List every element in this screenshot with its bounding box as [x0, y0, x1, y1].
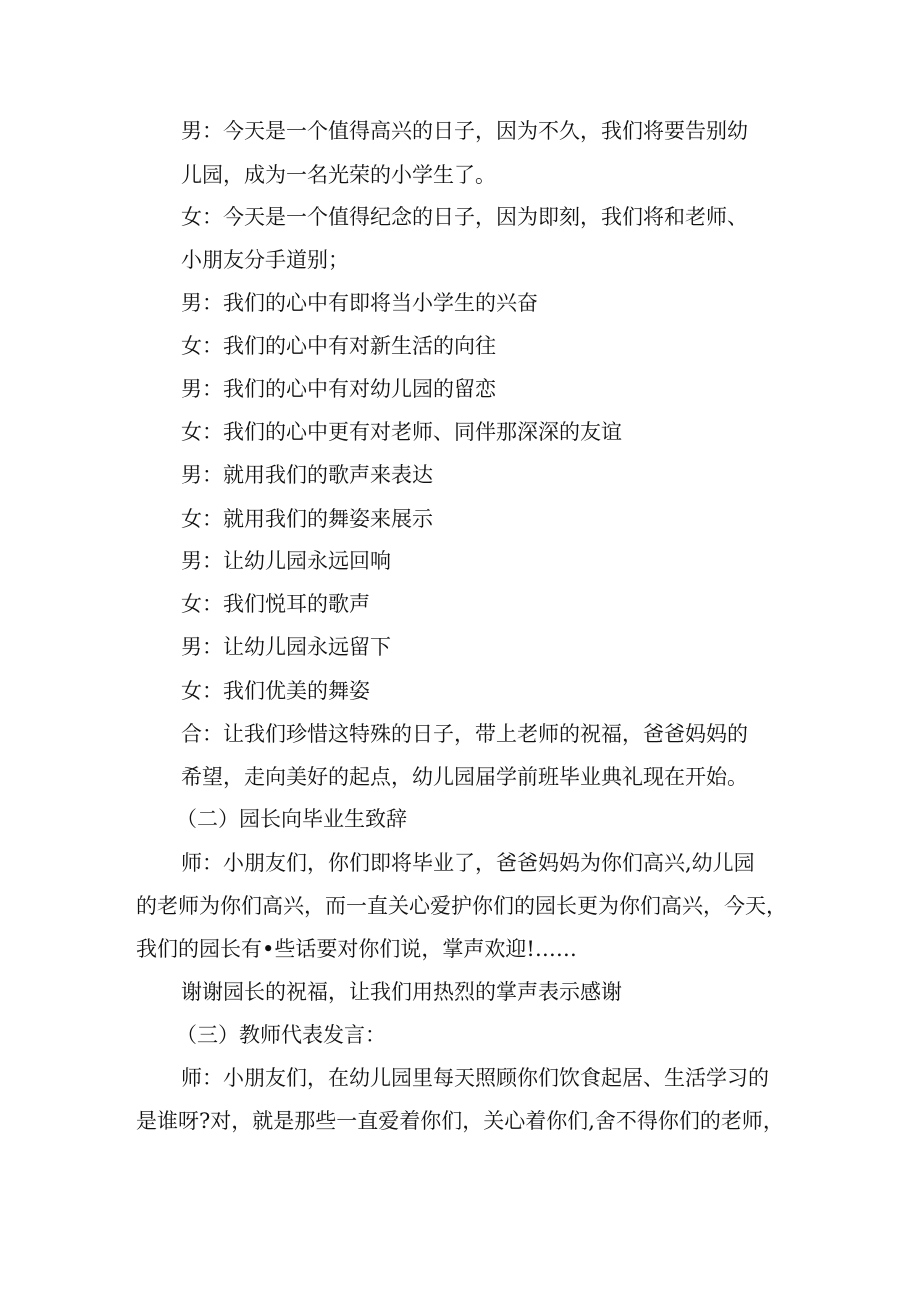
- text-line: 师：小朋友们，在幼儿园里每天照顾你们饮食起居、生活学习的: [181, 1066, 769, 1090]
- text-line: 是谁呀?对，就是那些一直爱着你们，关心着你们,舍不得你们的老师，: [136, 1109, 784, 1133]
- text-line: 谢谢园长的祝福，让我们用热烈的掌声表示感谢: [181, 980, 622, 1004]
- text-line: 的老师为你们高兴，而一直关心爱护你们的园长更为你们高兴，今天，: [136, 894, 787, 918]
- text-line: 女：今天是一个值得纪念的日子，因为即刻，我们将和老师、: [181, 205, 748, 229]
- text-line: 希望，走向美好的起点，幼儿园届学前班毕业典礼现在开始。: [181, 765, 748, 789]
- text-line: 男：就用我们的歌声来表达: [181, 463, 433, 487]
- text-line: 女：我们悦耳的歌声: [181, 592, 370, 616]
- text-line: 女：我们的心中更有对老师、同伴那深深的友谊: [181, 420, 622, 444]
- text-line: 女：就用我们的舞姿来展示: [181, 507, 433, 531]
- text-line: 男：今天是一个值得高兴的日子，因为不久，我们将要告别幼: [181, 119, 748, 143]
- text-line: 师：小朋友们，你们即将毕业了，爸爸妈妈为你们高兴,幼儿园: [181, 851, 755, 875]
- text-line: 男：让幼儿园永远留下: [181, 635, 391, 659]
- text-line: 小朋友分手道别；: [181, 248, 349, 272]
- text-line: 男：我们的心中有对幼儿园的留恋: [181, 377, 496, 401]
- section-heading: （二）园长向毕业生致辞: [176, 807, 407, 831]
- section-heading: （三）教师代表发言：: [176, 1023, 386, 1047]
- text-line: 男：我们的心中有即将当小学生的兴奋: [181, 291, 538, 315]
- text-line: 合：让我们珍惜这特殊的日子，带上老师的祝福，爸爸妈妈的: [181, 722, 748, 746]
- text-line: 我们的园长有•些话要对你们说，掌声欢迎!……: [136, 937, 577, 961]
- text-line: 女：我们优美的舞姿: [181, 679, 370, 703]
- text-line: 男：让幼儿园永远回响: [181, 549, 391, 573]
- text-line: 儿园，成为一名光荣的小学生了。: [181, 163, 496, 187]
- text-line: 女：我们的心中有对新生活的向往: [181, 334, 496, 358]
